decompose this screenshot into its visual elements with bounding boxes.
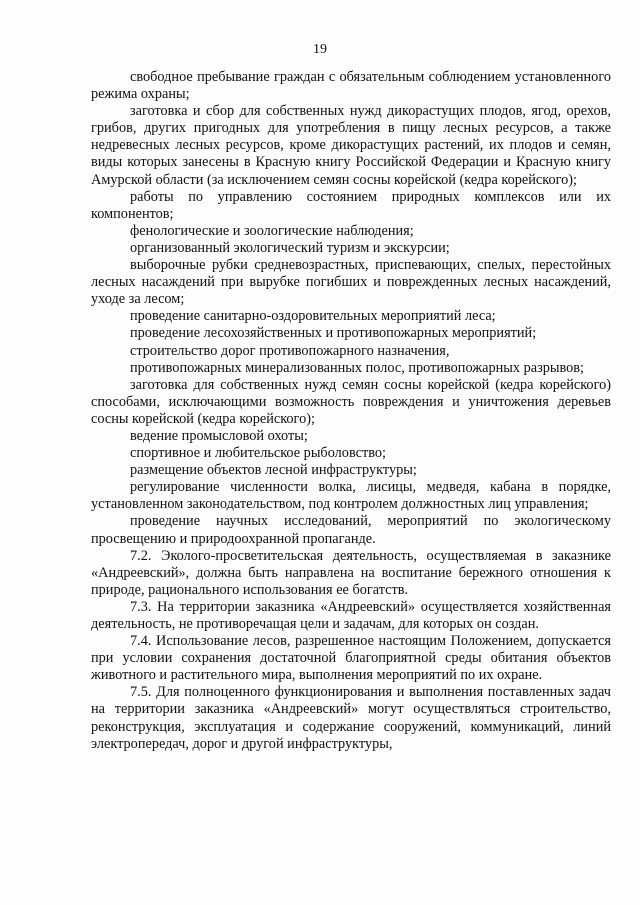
paragraph-phenological-observations: фенологические и зоологические наблюдения; xyxy=(130,222,414,239)
paragraph-fishing: спортивное и любительское рыболовство; xyxy=(130,445,386,462)
paragraph-fire-roads: строительство дорог противопожарного назначения, xyxy=(130,342,450,359)
paragraph-ecotourism: организованный экологический туризм и экскурсии; xyxy=(130,239,450,256)
paragraph-commercial-hunting: ведение промысловой охоты; xyxy=(130,427,308,444)
paragraph-free-stay: свободное пребывание граждан с обязательным соблюдением установленного режима охраны; xyxy=(91,69,611,103)
page-number: 19 xyxy=(313,42,327,57)
section-7-5: 7.5. Для полноценного функционирования и выполнения поставленных задач на территории заказника «Андреевский» могут осуществляться строительство, реконструкция, эксплуатация и содержание сооружений, коммуникаций, линий электропередач, дорог и другой инфраструктуры, xyxy=(91,684,611,752)
paragraph-scientific-research: проведение научных исследований, мероприятий по экологическому просвещению и природоохранной пропаганде. xyxy=(91,513,611,547)
paragraph-forest-infrastructure: размещение объектов лесной инфраструктуры; xyxy=(130,462,417,479)
section-7-2: 7.2. Эколого-просветительская деятельность, осуществляемая в заказнике «Андреевский», должна быть направлена на воспитание бережного отношения к природе, рационального использования ее богатств. xyxy=(91,547,611,598)
section-7-4: 7.4. Использование лесов, разрешенное настоящим Положением, допускается при условии сохранения достаточной благоприятной среды обитания объектов животного и растительного мира, выполнения мероприятий по их охране. xyxy=(91,633,611,684)
paragraph-selective-logging: выборочные рубки средневозрастных, приспевающих, спелых, перестойных лесных насаждений при вырубке погибших и поврежденных лесных насаждений, уходе за лесом; xyxy=(91,257,611,308)
paragraph-firebreaks: противопожарных минерализованных полос, противопожарных разрывов; xyxy=(130,359,585,376)
paragraph-sanitary-measures: проведение санитарно-оздоровительных мероприятий леса; xyxy=(130,308,496,325)
paragraph-population-control: регулирование численности волка, лисицы, медведя, кабана в порядке, установленном законодательством, под контролем должностных лиц управления; xyxy=(91,479,611,513)
paragraph-natural-complex-management: работы по управлению состоянием природных комплексов или их компонентов; xyxy=(91,188,611,222)
document-body xyxy=(91,69,611,753)
paragraph-cedar-seed-harvesting: заготовка для собственных нужд семян сосны корейской (кедра корейского) способами, исключающими возможность повреждения и уничтожения деревьев сосны корейской (кедра корейского); xyxy=(91,376,611,427)
paragraph-fire-prevention-measures: проведение лесохозяйственных и противопожарных мероприятий; xyxy=(130,325,537,342)
paragraph-harvesting-forest-resources: заготовка и сбор для собственных нужд дикорастущих плодов, ягод, орехов, грибов, других пригодных для употребления в пищу лесных ресурсов, а также недревесных лесных ресурсов, кроме дикорастущих растений, их плодов и семян, виды которых занесены в Красную книгу Российской Федерации и Красную книгу Амурской области (за исключением семян сосны корейской (кедра корейского); xyxy=(91,103,611,188)
section-7-3: 7.3. На территории заказника «Андреевский» осуществляется хозяйственная деятельность, не противоречащая цели и задачам, для которых он создан. xyxy=(91,598,611,632)
